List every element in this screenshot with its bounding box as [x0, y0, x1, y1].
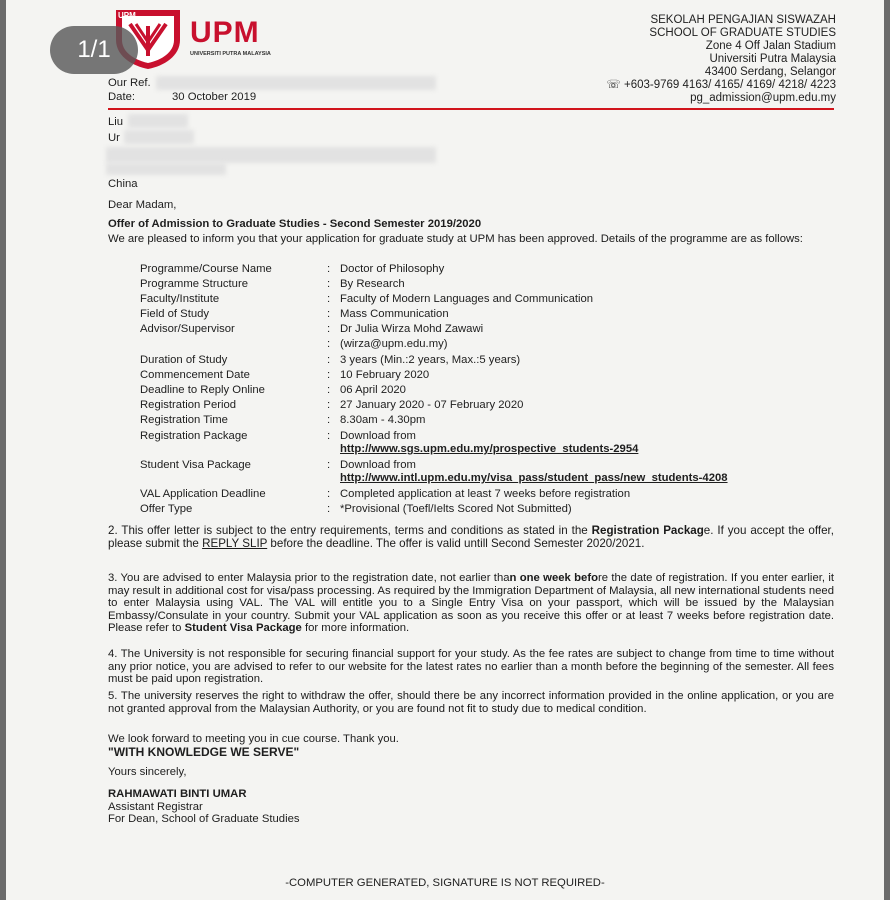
- crest-lettering: UPM: [118, 11, 136, 20]
- detail-colon: :: [327, 338, 331, 350]
- p2-text: 2. This offer letter is subject to the entry requirements, terms and conditions as stated in the: [108, 524, 592, 537]
- detail-colon: :: [327, 308, 331, 320]
- p3-text: re the date of registration. If you enter earlier, it may result in additional cost for visa/pass processing. As required by the Immigration Department of Malaysia, all new international students need to enter Malaysia using VAL. The VAL will entitle you to a Single Entry Visa on your passport, which will be issued by the Malaysian Embassy/Consulate in your country. Submit your VAL application as soon as you receive this offer or at least 7 weeks before registration date. Please refer to: [108, 572, 834, 634]
- detail-label: Duration of Study: [140, 354, 228, 366]
- document-page: [6, 0, 884, 900]
- detail-colon: :: [327, 263, 331, 275]
- detail-value: 8.30am - 4.30pm: [340, 414, 426, 426]
- programme-details: [108, 263, 838, 523]
- detail-colon: :: [327, 488, 331, 500]
- header-line: SEKOLAH PENGAJIAN SISWAZAH: [650, 14, 836, 26]
- detail-colon: :: [327, 414, 331, 426]
- detail-colon: :: [327, 369, 331, 381]
- p3-text: for more information.: [301, 622, 410, 634]
- detail-label: Student Visa Package: [140, 459, 251, 471]
- detail-colon: :: [327, 459, 331, 471]
- detail-label: Deadline to Reply Online: [140, 384, 265, 396]
- header-phone: ☏ +603-9769 4163/ 4165/ 4169/ 4218/ 4223: [606, 79, 836, 91]
- detail-label: Faculty/Institute: [140, 293, 220, 305]
- redacted-name: [128, 114, 188, 128]
- paragraph-4: 4. The University is not responsible for securing financial support for your study. As the fee rates are subject to change from time to time without any prior notice, you are advised to refer to our website for the latest rates no earlier than a month before the beginning of the semester. All fees must be paid upon registration.: [108, 648, 834, 685]
- detail-value: Mass Communication: [340, 308, 449, 320]
- header-line: SCHOOL OF GRADUATE STUDIES: [649, 27, 836, 39]
- signatory-for: For Dean, School of Graduate Studies: [108, 813, 300, 825]
- header-line: Universiti Putra Malaysia: [709, 53, 836, 65]
- header-line: 43400 Serdang, Selangor: [704, 66, 836, 78]
- ref-label: Our Ref.: [108, 77, 151, 89]
- closing-line: We look forward to meeting you in cue course. Thank you.: [108, 733, 399, 745]
- detail-label: Field of Study: [140, 308, 210, 320]
- detail-value: Doctor of Philosophy: [340, 263, 445, 275]
- detail-label: Registration Period: [140, 399, 237, 411]
- detail-value: Faculty of Modern Languages and Communication: [340, 293, 594, 305]
- date-value: 30 October 2019: [172, 91, 257, 103]
- detail-label: Programme Structure: [140, 278, 248, 290]
- recipient-country: China: [108, 178, 138, 190]
- detail-value: Download from: [340, 459, 416, 471]
- paragraph-5: 5. The university reserves the right to withdraw the offer, should there be any incorrect information provided in the online application, or you are not granted approval from the Malaysian Authority, or you are found not fit to study due to medical condition.: [108, 690, 834, 715]
- detail-value: Completed application at least 7 weeks before registration: [340, 488, 631, 500]
- page-indicator[interactable]: 1/1: [50, 26, 138, 74]
- recipient-line2: Ur: [108, 132, 120, 144]
- detail-value: 3 years (Min.:2 years, Max.:5 years): [340, 354, 521, 366]
- detail-value: 10 February 2020: [340, 369, 430, 381]
- detail-colon: :: [327, 384, 331, 396]
- redacted-line4: [106, 163, 226, 175]
- redacted-line2: [124, 130, 194, 144]
- detail-label: Programme/Course Name: [140, 263, 272, 275]
- detail-colon: :: [327, 278, 331, 290]
- intro-paragraph: We are pleased to inform you that your application for graduate study at UPM has been approved. Details of the programme are as follows:: [108, 233, 803, 245]
- sign-off: Yours sincerely,: [108, 766, 187, 778]
- header-line: Zone 4 Off Jalan Stadium: [705, 40, 836, 52]
- logo-brand: UPM: [190, 16, 260, 49]
- detail-label: Registration Time: [140, 414, 228, 426]
- detail-label: Registration Package: [140, 430, 248, 442]
- paragraph-2: [108, 525, 834, 550]
- logo-subtitle: UNIVERSITI PUTRA MALAYSIA: [190, 51, 271, 57]
- p3-one-week: n one week befo: [509, 572, 598, 584]
- detail-value: 06 April 2020: [340, 384, 406, 396]
- detail-value: Download from: [340, 430, 416, 442]
- signatory-name: RAHMAWATI BINTI UMAR: [108, 788, 247, 800]
- school-address-block: [606, 14, 836, 105]
- download-link[interactable]: http://www.intl.upm.edu.my/visa_pass/student_pass/new_students-4208: [340, 472, 728, 484]
- detail-colon: :: [327, 354, 331, 366]
- detail-extra: (wirza@upm.edu.my): [340, 338, 448, 350]
- redacted-ref: [156, 76, 436, 90]
- p2-reply-slip: REPLY SLIP: [202, 536, 268, 550]
- upm-logo: [110, 6, 286, 70]
- date-label: Date:: [108, 91, 136, 103]
- header-divider: [108, 108, 834, 110]
- detail-colon: :: [327, 323, 331, 335]
- p3-student-visa-package: Student Visa Package: [184, 622, 302, 634]
- download-link[interactable]: http://www.sgs.upm.edu.my/prospective_students-2954: [340, 443, 639, 455]
- footer-note: -COMPUTER GENERATED, SIGNATURE IS NOT REQUIRED-: [285, 877, 605, 889]
- detail-value: By Research: [340, 278, 405, 290]
- detail-colon: :: [327, 430, 331, 442]
- salutation: Dear Madam,: [108, 199, 177, 211]
- p3-text: 3. You are advised to enter Malaysia prior to the registration date, not earlier tha: [108, 572, 510, 584]
- p2-text: e. If you accept the offer, please submit the: [108, 524, 834, 550]
- header-email: pg_admission@upm.edu.my: [690, 92, 836, 104]
- redacted-line3: [106, 147, 436, 163]
- detail-value: *Provisional (Toefl/Ielts Scored Not Submitted): [340, 503, 572, 515]
- detail-label: Advisor/Supervisor: [140, 323, 235, 335]
- detail-label: Offer Type: [140, 503, 193, 515]
- detail-value: 27 January 2020 - 07 February 2020: [340, 399, 524, 411]
- p2-registration-package: Registration Packag: [591, 524, 704, 537]
- detail-colon: :: [327, 503, 331, 515]
- motto: "WITH KNOWLEDGE WE SERVE": [108, 745, 300, 759]
- signatory-title: Assistant Registrar: [108, 801, 203, 813]
- detail-colon: :: [327, 293, 331, 305]
- p2-text: before the deadline. The offer is valid untill Second Semester 2020/2021.: [267, 536, 645, 550]
- paragraph-3: [108, 572, 834, 635]
- recipient-name: Liu: [108, 116, 124, 128]
- detail-label: VAL Application Deadline: [140, 488, 266, 500]
- detail-colon: :: [327, 399, 331, 411]
- letter-subject: Offer of Admission to Graduate Studies - Second Semester 2019/2020: [108, 218, 482, 230]
- detail-label: Commencement Date: [140, 369, 250, 381]
- detail-value: Dr Julia Wirza Mohd Zawawi: [340, 323, 484, 335]
